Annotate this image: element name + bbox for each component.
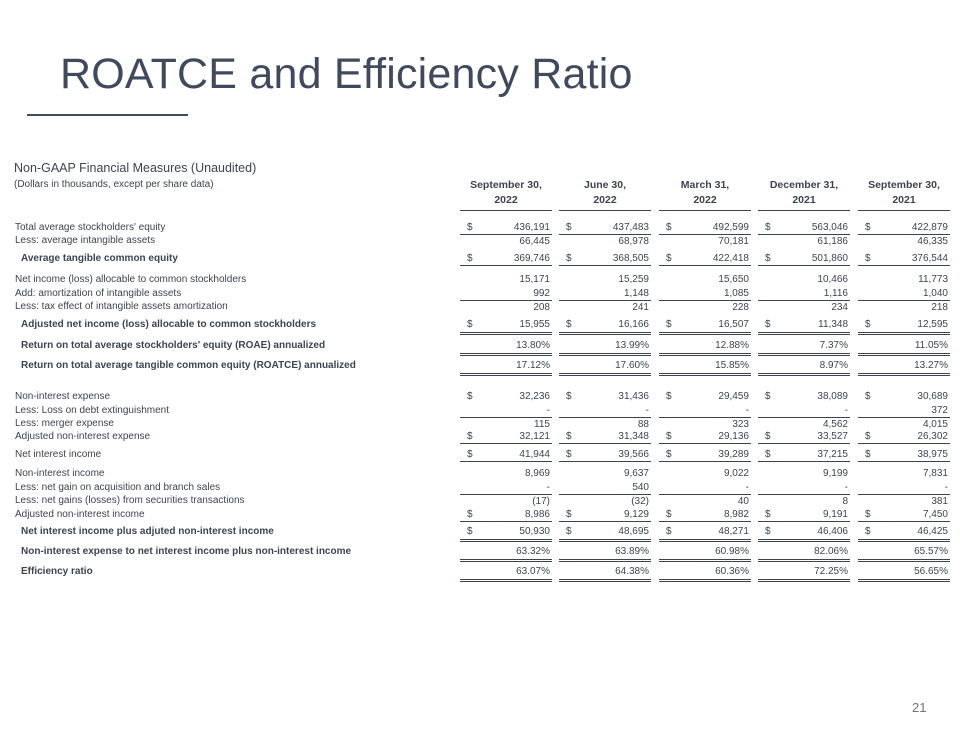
dollar-sign: $ <box>865 431 871 442</box>
cell-value: 66,445 <box>519 236 550 247</box>
table-cell <box>758 318 850 335</box>
table-cell <box>559 417 651 431</box>
cell-value: 37,215 <box>817 449 848 460</box>
table-cell <box>858 565 950 582</box>
table-cell <box>559 525 651 542</box>
cell-value: 9,191 <box>822 509 848 520</box>
table-cell <box>858 467 950 480</box>
dollar-sign: $ <box>865 391 871 402</box>
cell-value: 208 <box>533 302 550 313</box>
cell-value: 12,595 <box>917 319 948 330</box>
table-cell <box>559 545 651 562</box>
table-cell <box>559 390 651 403</box>
table-cell <box>460 318 552 335</box>
column-header <box>858 178 950 211</box>
table-cell <box>659 508 751 522</box>
table-cell <box>758 273 850 286</box>
column-header-line: 2022 <box>693 194 717 206</box>
cell-value: 13.99% <box>615 340 649 351</box>
table-cell <box>858 221 950 234</box>
table-cell <box>659 404 751 417</box>
column-header <box>559 178 651 211</box>
table-cell <box>460 565 552 582</box>
table-cell <box>758 565 850 582</box>
dollar-sign: $ <box>865 449 871 460</box>
cell-value: - <box>745 482 749 493</box>
table-cell <box>460 525 552 542</box>
cell-value: 48,695 <box>618 526 649 537</box>
cell-value: 369,746 <box>513 253 550 264</box>
table-cell <box>758 481 850 494</box>
cell-value: 10,466 <box>817 274 848 285</box>
row-label: Less: net gains (losses) from securities transactions <box>15 495 245 506</box>
table-cell <box>659 417 751 431</box>
table-cell <box>659 252 751 266</box>
cell-value: 56.65% <box>914 566 948 577</box>
cell-value: 11.05% <box>914 340 948 351</box>
cell-value: 7,831 <box>922 468 948 479</box>
table-cell <box>460 448 552 462</box>
table-cell <box>758 508 850 522</box>
cell-value: 8,986 <box>524 509 550 520</box>
dollar-sign: $ <box>467 431 473 442</box>
cell-value: 13.27% <box>914 360 948 371</box>
title-underline <box>27 114 188 116</box>
row-label: Less: tax effect of intangible assets amortization <box>15 301 228 312</box>
table-cell <box>460 545 552 562</box>
dollar-sign: $ <box>765 431 771 442</box>
cell-value: 9,022 <box>723 468 749 479</box>
cell-value: 218 <box>931 302 948 313</box>
dollar-sign: $ <box>765 509 771 520</box>
cell-value: 70,181 <box>718 236 749 247</box>
cell-value: - <box>844 405 848 416</box>
row-label: Less: Loss on debt extinguishment <box>15 405 169 416</box>
table-cell <box>460 467 552 480</box>
cell-value: 4,562 <box>822 419 848 430</box>
table-cell <box>659 430 751 444</box>
table-cell <box>758 234 850 248</box>
dollar-sign: $ <box>666 391 672 402</box>
table-cell <box>659 494 751 508</box>
cell-value: 368,505 <box>612 253 649 264</box>
table-cell <box>758 339 850 356</box>
cell-value: - <box>546 482 550 493</box>
cell-value: - <box>745 405 749 416</box>
cell-value: 72.25% <box>814 566 848 577</box>
cell-value: 992 <box>533 288 550 299</box>
cell-value: 50,930 <box>519 526 550 537</box>
table-cell <box>559 252 651 266</box>
cell-value: 15,259 <box>618 274 649 285</box>
dollar-sign: $ <box>467 526 473 537</box>
table-cell <box>758 417 850 431</box>
dollar-sign: $ <box>666 526 672 537</box>
table-cell <box>858 448 950 462</box>
cell-value: 323 <box>732 419 749 430</box>
table-cell <box>758 221 850 234</box>
cell-value: 65.57% <box>914 546 948 557</box>
column-header-line: 2022 <box>593 194 617 206</box>
row-label: Total average stockholders' equity <box>15 222 166 233</box>
column-header-line: September 30, <box>868 179 940 191</box>
cell-value: 26,302 <box>917 431 948 442</box>
row-label: Adjusted non-interest income <box>15 509 145 520</box>
table-cell <box>460 252 552 266</box>
table-cell <box>559 481 651 494</box>
table-cell <box>659 467 751 480</box>
dollar-sign: $ <box>666 222 672 233</box>
table-cell <box>460 404 552 417</box>
table-cell <box>659 273 751 286</box>
dollar-sign: $ <box>865 222 871 233</box>
table-cell <box>858 481 950 494</box>
cell-value: 1,148 <box>623 288 649 299</box>
table-cell <box>460 339 552 356</box>
table-cell <box>559 565 651 582</box>
table-cell <box>559 404 651 417</box>
row-label: Less: merger expense <box>15 418 114 429</box>
table-cell <box>559 273 651 286</box>
dollar-sign: $ <box>566 222 572 233</box>
row-label: Less: net gain on acquisition and branch sales <box>15 482 221 493</box>
dollar-sign: $ <box>566 449 572 460</box>
column-header <box>659 178 751 211</box>
cell-value: 376,544 <box>911 253 948 264</box>
cell-value: 88 <box>637 419 649 430</box>
cell-value: 422,418 <box>712 253 749 264</box>
table-cell <box>758 467 850 480</box>
dollar-sign: $ <box>566 319 572 330</box>
dollar-sign: $ <box>467 319 473 330</box>
row-label: Return on total average tangible common equity (ROATCE) annualized <box>21 360 356 371</box>
dollar-sign: $ <box>467 253 473 264</box>
table-cell <box>858 417 950 431</box>
cell-value: 372 <box>931 405 948 416</box>
cell-value: 32,236 <box>519 391 550 402</box>
row-label: Net interest income plus adjuted non-interest income <box>21 526 274 537</box>
dollar-sign: $ <box>467 222 473 233</box>
table-cell <box>858 430 950 444</box>
column-header-line: September 30, <box>470 179 542 191</box>
cell-value: 115 <box>534 419 550 430</box>
cell-value: 8,982 <box>723 509 749 520</box>
dollar-sign: $ <box>765 253 771 264</box>
cell-value: 422,879 <box>911 222 948 233</box>
cell-value: 38,975 <box>917 449 948 460</box>
cell-value: 17.12% <box>516 360 550 371</box>
dollar-sign: $ <box>666 449 672 460</box>
cell-value: 82.06% <box>814 546 848 557</box>
row-label: Net interest income <box>15 449 102 460</box>
dollar-sign: $ <box>666 253 672 264</box>
table-cell <box>858 318 950 335</box>
dollar-sign: $ <box>566 526 572 537</box>
row-label: Net income (loss) allocable to common stockholders <box>15 274 247 285</box>
table-cell <box>758 252 850 266</box>
row-label: Efficiency ratio <box>21 566 93 577</box>
table-cell <box>758 287 850 300</box>
table-cell <box>858 390 950 403</box>
table-cell <box>758 390 850 403</box>
table-cell <box>460 481 552 494</box>
table-cell <box>758 494 850 508</box>
dollar-sign: $ <box>566 431 572 442</box>
dollar-sign: $ <box>765 319 771 330</box>
table-cell <box>858 494 950 508</box>
table-cell <box>460 508 552 522</box>
table-cell <box>858 525 950 542</box>
row-label: Non-interest income <box>15 468 105 479</box>
dollar-sign: $ <box>566 253 572 264</box>
cell-value: 63.89% <box>615 546 649 557</box>
cell-value: 1,085 <box>723 288 749 299</box>
table-cell <box>858 359 950 376</box>
row-label: Non-interest expense to net interest income plus non-interest income <box>21 546 352 557</box>
table-cell <box>858 234 950 248</box>
dollar-sign: $ <box>765 526 771 537</box>
table-cell <box>758 525 850 542</box>
table-cell <box>858 273 950 286</box>
cell-value: 40 <box>737 496 749 507</box>
cell-value: 12.88% <box>715 340 749 351</box>
cell-value: 68,978 <box>618 236 649 247</box>
row-label: Average tangible common equity <box>21 253 178 264</box>
cell-value: - <box>645 405 649 416</box>
table-cell <box>559 300 651 314</box>
table-cell <box>559 359 651 376</box>
table-cell <box>460 417 552 431</box>
cell-value: 436,191 <box>513 222 550 233</box>
table-cell <box>559 430 651 444</box>
table-cell <box>659 359 751 376</box>
cell-value: 46,406 <box>817 526 848 537</box>
cell-value: 41,944 <box>519 449 550 460</box>
table-cell <box>559 494 651 508</box>
table-cell <box>559 221 651 234</box>
table-cell <box>858 300 950 314</box>
dollar-sign: $ <box>666 431 672 442</box>
cell-value: 60.98% <box>715 546 749 557</box>
cell-value: 33,527 <box>817 431 848 442</box>
column-header-line: 2021 <box>892 194 916 206</box>
cell-value: 30,689 <box>917 391 948 402</box>
table-cell <box>758 404 850 417</box>
table-cell <box>659 234 751 248</box>
cell-value: 29,136 <box>718 431 749 442</box>
units-note: (Dollars in thousands, except per share data) <box>14 179 214 190</box>
table-cell <box>659 390 751 403</box>
row-label: Less: average intangible assets <box>15 235 156 246</box>
cell-value: 228 <box>732 302 749 313</box>
cell-value: 15,650 <box>718 274 749 285</box>
cell-value: 540 <box>632 482 649 493</box>
table-cell <box>460 359 552 376</box>
column-header <box>758 178 850 211</box>
column-header-line: 2022 <box>494 194 518 206</box>
cell-value: 563,046 <box>811 222 848 233</box>
table-cell <box>460 221 552 234</box>
cell-value: (32) <box>631 496 649 507</box>
table-cell <box>858 252 950 266</box>
table-cell <box>659 318 751 335</box>
table-cell <box>758 300 850 314</box>
table-cell <box>858 404 950 417</box>
table-cell <box>460 494 552 508</box>
table-cell <box>460 430 552 444</box>
table-cell <box>659 300 751 314</box>
table-cell <box>858 545 950 562</box>
cell-value: 8,969 <box>524 468 550 479</box>
table-cell <box>659 287 751 300</box>
dollar-sign: $ <box>467 509 473 520</box>
table-cell <box>659 448 751 462</box>
cell-value: 63.07% <box>516 566 550 577</box>
dollar-sign: $ <box>865 319 871 330</box>
table-cell <box>858 339 950 356</box>
slide-title: ROATCE and Efficiency Ratio <box>60 50 633 98</box>
table-cell <box>659 481 751 494</box>
cell-value: 11,773 <box>918 274 948 285</box>
cell-value: 39,566 <box>618 449 649 460</box>
table-cell <box>659 221 751 234</box>
cell-value: - <box>844 482 848 493</box>
table-cell <box>659 545 751 562</box>
cell-value: 39,289 <box>718 449 749 460</box>
dollar-sign: $ <box>467 391 473 402</box>
cell-value: 38,089 <box>817 391 848 402</box>
cell-value: 46,425 <box>917 526 948 537</box>
table-cell <box>758 359 850 376</box>
cell-value: 61,186 <box>817 236 848 247</box>
dollar-sign: $ <box>467 449 473 460</box>
column-header-line: 2021 <box>792 194 816 206</box>
table-cell <box>460 300 552 314</box>
cell-value: 9,637 <box>623 468 649 479</box>
dollar-sign: $ <box>566 391 572 402</box>
cell-value: 13.80% <box>516 340 550 351</box>
table-cell <box>559 508 651 522</box>
cell-value: 7,450 <box>922 509 948 520</box>
row-label: Return on total average stockholders' equity (ROAE) annualized <box>21 340 326 351</box>
table-cell <box>559 234 651 248</box>
table-cell <box>460 390 552 403</box>
row-label: Adjusted non-interest expense <box>15 431 151 442</box>
dollar-sign: $ <box>865 526 871 537</box>
dollar-sign: $ <box>765 449 771 460</box>
cell-value: 9,199 <box>822 468 848 479</box>
dollar-sign: $ <box>666 509 672 520</box>
table-cell <box>758 430 850 444</box>
row-label: Adjusted net income (loss) allocable to common stockholders <box>21 319 317 330</box>
cell-value: - <box>546 405 550 416</box>
table-cell <box>858 287 950 300</box>
cell-value: 4,015 <box>922 419 948 430</box>
dollar-sign: $ <box>765 391 771 402</box>
column-header-line: June 30, <box>583 179 627 191</box>
table-cell <box>460 287 552 300</box>
cell-value: 31,436 <box>618 391 649 402</box>
cell-value: 16,507 <box>718 319 749 330</box>
cell-value: 15.85% <box>715 360 749 371</box>
cell-value: - <box>944 482 948 493</box>
cell-value: 60.36% <box>715 566 749 577</box>
table-cell <box>559 467 651 480</box>
cell-value: 1,040 <box>922 288 948 299</box>
column-header <box>460 178 552 211</box>
table-cell <box>559 287 651 300</box>
table-cell <box>559 339 651 356</box>
cell-value: 64.38% <box>615 566 649 577</box>
cell-value: 11,348 <box>818 319 848 330</box>
cell-value: 492,599 <box>712 222 749 233</box>
table-cell <box>758 448 850 462</box>
cell-value: 16,166 <box>618 319 649 330</box>
dollar-sign: $ <box>566 509 572 520</box>
cell-value: 17.60% <box>615 360 649 371</box>
table-cell <box>659 525 751 542</box>
table-cell <box>659 339 751 356</box>
page-number: 21 <box>912 700 927 715</box>
cell-value: 15,171 <box>519 274 550 285</box>
table-cell <box>758 545 850 562</box>
column-header-line: December 31, <box>769 179 839 191</box>
row-label: Add: amortization of intangible assets <box>15 288 182 299</box>
dollar-sign: $ <box>865 509 871 520</box>
cell-value: (17) <box>532 496 550 507</box>
cell-value: 8 <box>842 496 848 507</box>
cell-value: 32,121 <box>519 431 550 442</box>
row-label: Non-interest expense <box>15 391 111 402</box>
table-caption: Non-GAAP Financial Measures (Unaudited) <box>14 161 257 175</box>
cell-value: 234 <box>831 302 848 313</box>
dollar-sign: $ <box>865 253 871 264</box>
table-cell <box>659 565 751 582</box>
cell-value: 29,459 <box>718 391 749 402</box>
cell-value: 48,271 <box>718 526 749 537</box>
table-cell <box>858 508 950 522</box>
column-header-line: March 31, <box>680 179 730 191</box>
cell-value: 63.32% <box>516 546 550 557</box>
cell-value: 9,129 <box>623 509 649 520</box>
cell-value: 381 <box>931 496 948 507</box>
cell-value: 501,860 <box>811 253 848 264</box>
table-cell <box>460 273 552 286</box>
cell-value: 46,335 <box>917 236 948 247</box>
cell-value: 241 <box>632 302 649 313</box>
table-cell <box>559 448 651 462</box>
cell-value: 437,483 <box>612 222 649 233</box>
dollar-sign: $ <box>666 319 672 330</box>
cell-value: 15,955 <box>519 319 550 330</box>
table-cell <box>460 234 552 248</box>
cell-value: 7.37% <box>819 340 848 351</box>
cell-value: 31,348 <box>618 431 649 442</box>
cell-value: 1,116 <box>823 288 848 299</box>
dollar-sign: $ <box>765 222 771 233</box>
table-cell <box>559 318 651 335</box>
cell-value: 8.97% <box>819 360 848 371</box>
